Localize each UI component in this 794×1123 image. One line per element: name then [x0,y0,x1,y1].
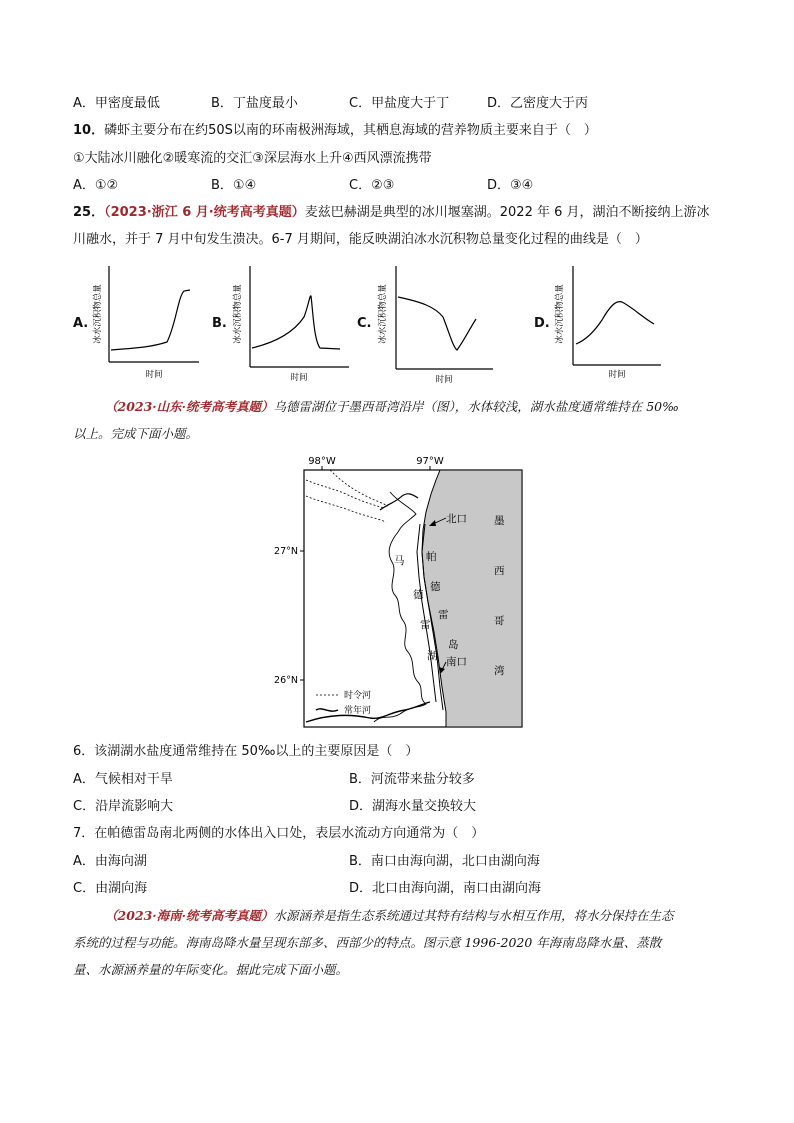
lake-char-1: 马 [394,555,405,567]
lake-char-3: 雷 [420,619,431,631]
graph-a-xlabel: 时间 [145,370,163,380]
graph-c [377,262,495,386]
q10-option-a: A．①② [73,178,119,193]
graph-d-label: D. [534,316,550,331]
hainan-intro-line1 [105,907,674,925]
graph-b [232,262,352,384]
q6-option-c: C．沿岸流影响大 [73,799,174,814]
graph-c-xlabel: 时间 [435,375,453,385]
lake-char-4: 湖 [427,650,438,662]
q6-option-d: D．湖海水量交换较大 [349,799,477,814]
q10-text: 磷虾主要分布在约50S以南的环南极洲海域，其栖息海域的营养物质主要来自于（ ） [104,123,597,138]
q7-stem: 7．在帕德雷岛南北两侧的水体出入口处，表层水流动方向通常为（ ） [73,826,485,841]
q10-option-b: B．①④ [211,178,257,193]
gulf-char-1: 墨 [494,515,505,527]
hainan-source: （2023·海南·统考高考真题） [105,908,274,923]
q7-option-b: B．南口由海向湖，北口由湖向海 [349,854,540,869]
shandong-intro-line1 [105,398,679,416]
q10-stem [73,122,597,140]
q10-option-c: C．②③ [349,178,395,193]
graph-b-xlabel: 时间 [290,373,308,383]
graph-b-ylabel: 冰水沉积物总量 [233,284,243,344]
q6-stem: 6．该湖湖水盐度通常维持在 50‰以上的主要原因是（ ） [73,744,419,759]
graph-a-curve [111,290,190,350]
q10-items: ①大陆冰川融化②暖寒流的交汇③深层海水上升④西风漂流携带 [73,151,432,166]
island-char-4: 岛 [448,639,459,651]
graph-c-curve [398,297,476,350]
graph-d-curve [576,302,654,344]
q6-option-b: B．河流带来盐分较多 [349,772,475,787]
shandong-intro-text: 乌德雷湖位于墨西哥湾沿岸（图），水体较浅，湖水盐度通常维持在 50‰ [273,399,679,414]
q25-source: （2023·浙江 6 月·统考高考真题） [104,205,305,220]
north-inlet-label: 北口 [446,513,467,525]
legend-perennial-label: 常年河 [344,706,372,716]
graph-a-label: A. [73,316,89,331]
graph-b-label: B. [212,316,227,331]
island-char-2: 德 [430,581,441,593]
graph-a [92,262,202,384]
graph-d-xlabel: 时间 [608,370,626,380]
graph-c-ylabel: 冰水沉积物总量 [378,284,388,344]
legend-seasonal-label: 时令河 [344,691,372,701]
q9-option-c: C．甲盐度大于丁 [349,96,450,111]
graph-c-label: C. [357,316,372,331]
gulf-char-4: 湾 [494,665,505,677]
south-inlet-label: 南口 [446,656,467,668]
q6-option-a: A．气候相对干旱 [73,772,173,787]
map-lat-27: 27°N [274,546,298,557]
graph-b-curve [252,296,340,349]
q25-stem-line1 [73,204,710,222]
gulf-char-2: 西 [494,565,505,577]
q7-option-a: A．由海向湖 [73,854,147,869]
map-lat-26: 26°N [274,675,298,686]
graph-a-ylabel: 冰水沉积物总量 [93,284,103,344]
q10-option-d: D．③④ [487,178,534,193]
graph-d-ylabel: 冰水沉积物总量 [555,284,565,344]
hainan-intro-line2: 系统的过程与功能。海南岛降水量呈现东部多、西部少的特点。图示意 1996-2020 年海南岛降水量、蒸散 [73,935,662,950]
hainan-intro-line3: 量、水源涵养量的年际变化。据此完成下面小题。 [73,962,349,977]
lake-char-2: 德 [413,589,424,601]
q25-number: 25． [73,205,105,220]
hainan-intro-text: 水源涵养是指生态系统通过其特有结构与水相互作用，将水分保持在生态 [273,908,674,923]
q10-number: 10． [73,123,105,138]
map-lon-98: 98°W [308,456,336,467]
q9-option-b: B．丁盐度最小 [211,96,298,111]
q25-stem-line2: 川融水，并于 7 月中旬发生溃决。6-7 月期间，能反映湖泊冰水沉积物总量变化过程的曲线是（ ） [73,232,648,247]
graph-d [554,262,664,384]
shandong-source: （2023·山东·统考高考真题） [105,399,274,414]
map-lon-97: 97°W [416,456,444,467]
q9-option-a: A．甲密度最低 [73,96,160,111]
island-char-1: 帕 [426,551,437,563]
q25-text: 麦兹巴赫湖是典型的冰川堰塞湖。2022 年 6 月，湖泊不断接纳上游冰 [304,205,710,220]
shandong-intro-line2: 以上。完成下面小题。 [73,426,199,441]
q7-option-d: D．北口由海向湖，南口由湖向海 [349,881,542,896]
laguna-madre-map [270,452,530,732]
q9-option-d: D．乙密度大于丙 [487,96,589,111]
island-char-3: 雷 [438,609,449,621]
q7-option-c: C．由湖向海 [73,881,148,896]
gulf-char-3: 哥 [494,615,505,627]
